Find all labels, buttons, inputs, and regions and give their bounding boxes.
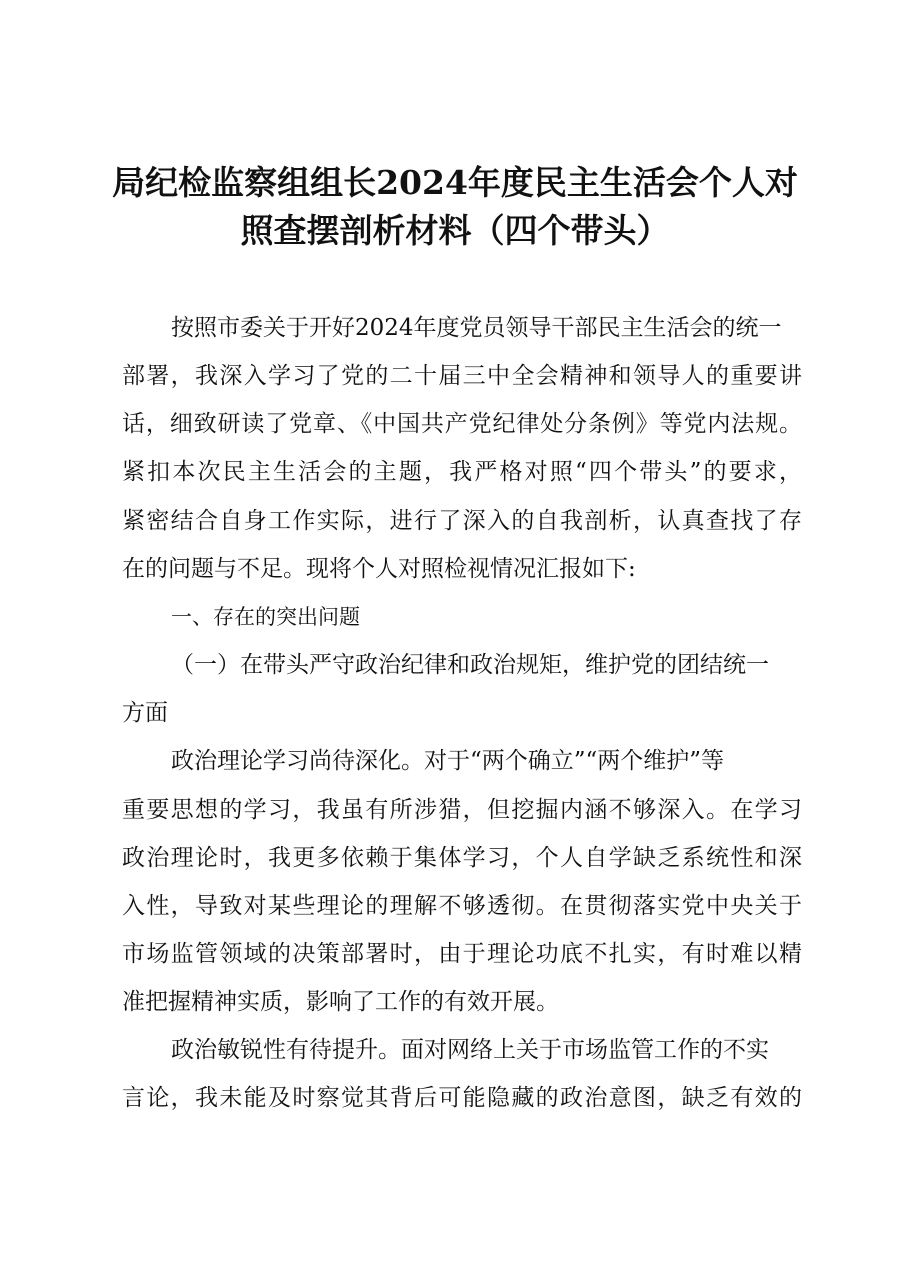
paragraph-2-line-1: 政治理论学习尚待深化。对于“两个确立”“两个维护”等 — [171, 748, 725, 774]
paragraph-1-line-2: 部署，我深入学习了党的二十届三中全会精神和领导人的重要讲 — [122, 363, 802, 389]
paragraph-2-line-6: 准把握精神实质，影响了工作的有效开展。 — [122, 989, 559, 1015]
section-heading-1: 一、存在的突出问题 — [171, 605, 360, 629]
paragraph-2-line-3: 政治理论时，我更多依赖于集体学习，个人自学缺乏系统性和深 — [122, 845, 802, 871]
paragraph-2-line-2: 重要思想的学习，我虽有所涉猎，但挖掘内涵不够深入。在学习 — [122, 797, 802, 823]
subsection-heading-1-line-1: （一）在带头严守政治纪律和政治规矩，维护党的团结统一 — [171, 652, 769, 678]
paragraph-3-line-2: 言论，我未能及时察觉其背后可能隐藏的政治意图，缺乏有效的 — [122, 1085, 802, 1111]
paragraph-1-line-5: 紧密结合自身工作实际，进行了深入的自我剖析，认真查找了存 — [122, 508, 802, 534]
paragraph-1-line-3: 话，细致研读了党章、《中国共产党纪律处分条例》等党内法规。 — [122, 411, 802, 437]
paragraph-2-line-5: 市场监管领域的决策部署时，由于理论功底不扎实，有时难以精 — [122, 941, 802, 967]
subsection-heading-1-line-2: 方面 — [122, 700, 168, 726]
document-title-line-2: 照查摆剖析材料（四个带头） — [240, 211, 670, 250]
paragraph-1-line-6: 在的问题与不足。现将个人对照检视情况汇报如下: — [122, 556, 636, 582]
document-title-line-1: 局纪检监察组组长2024年度民主生活会个人对 — [112, 163, 798, 202]
paragraph-2-line-4: 入性，导致对某些理论的理解不够透彻。在贯彻落实党中央关于 — [122, 893, 802, 919]
paragraph-1-line-4: 紧扣本次民主生活会的主题，我严格对照“四个带头”的要求， — [122, 459, 802, 485]
paragraph-1-line-1: 按照市委关于开好2024年度党员领导干部民主生活会的统一 — [171, 315, 782, 341]
paragraph-3-line-1: 政治敏锐性有待提升。面对网络上关于市场监管工作的不实 — [171, 1037, 769, 1063]
